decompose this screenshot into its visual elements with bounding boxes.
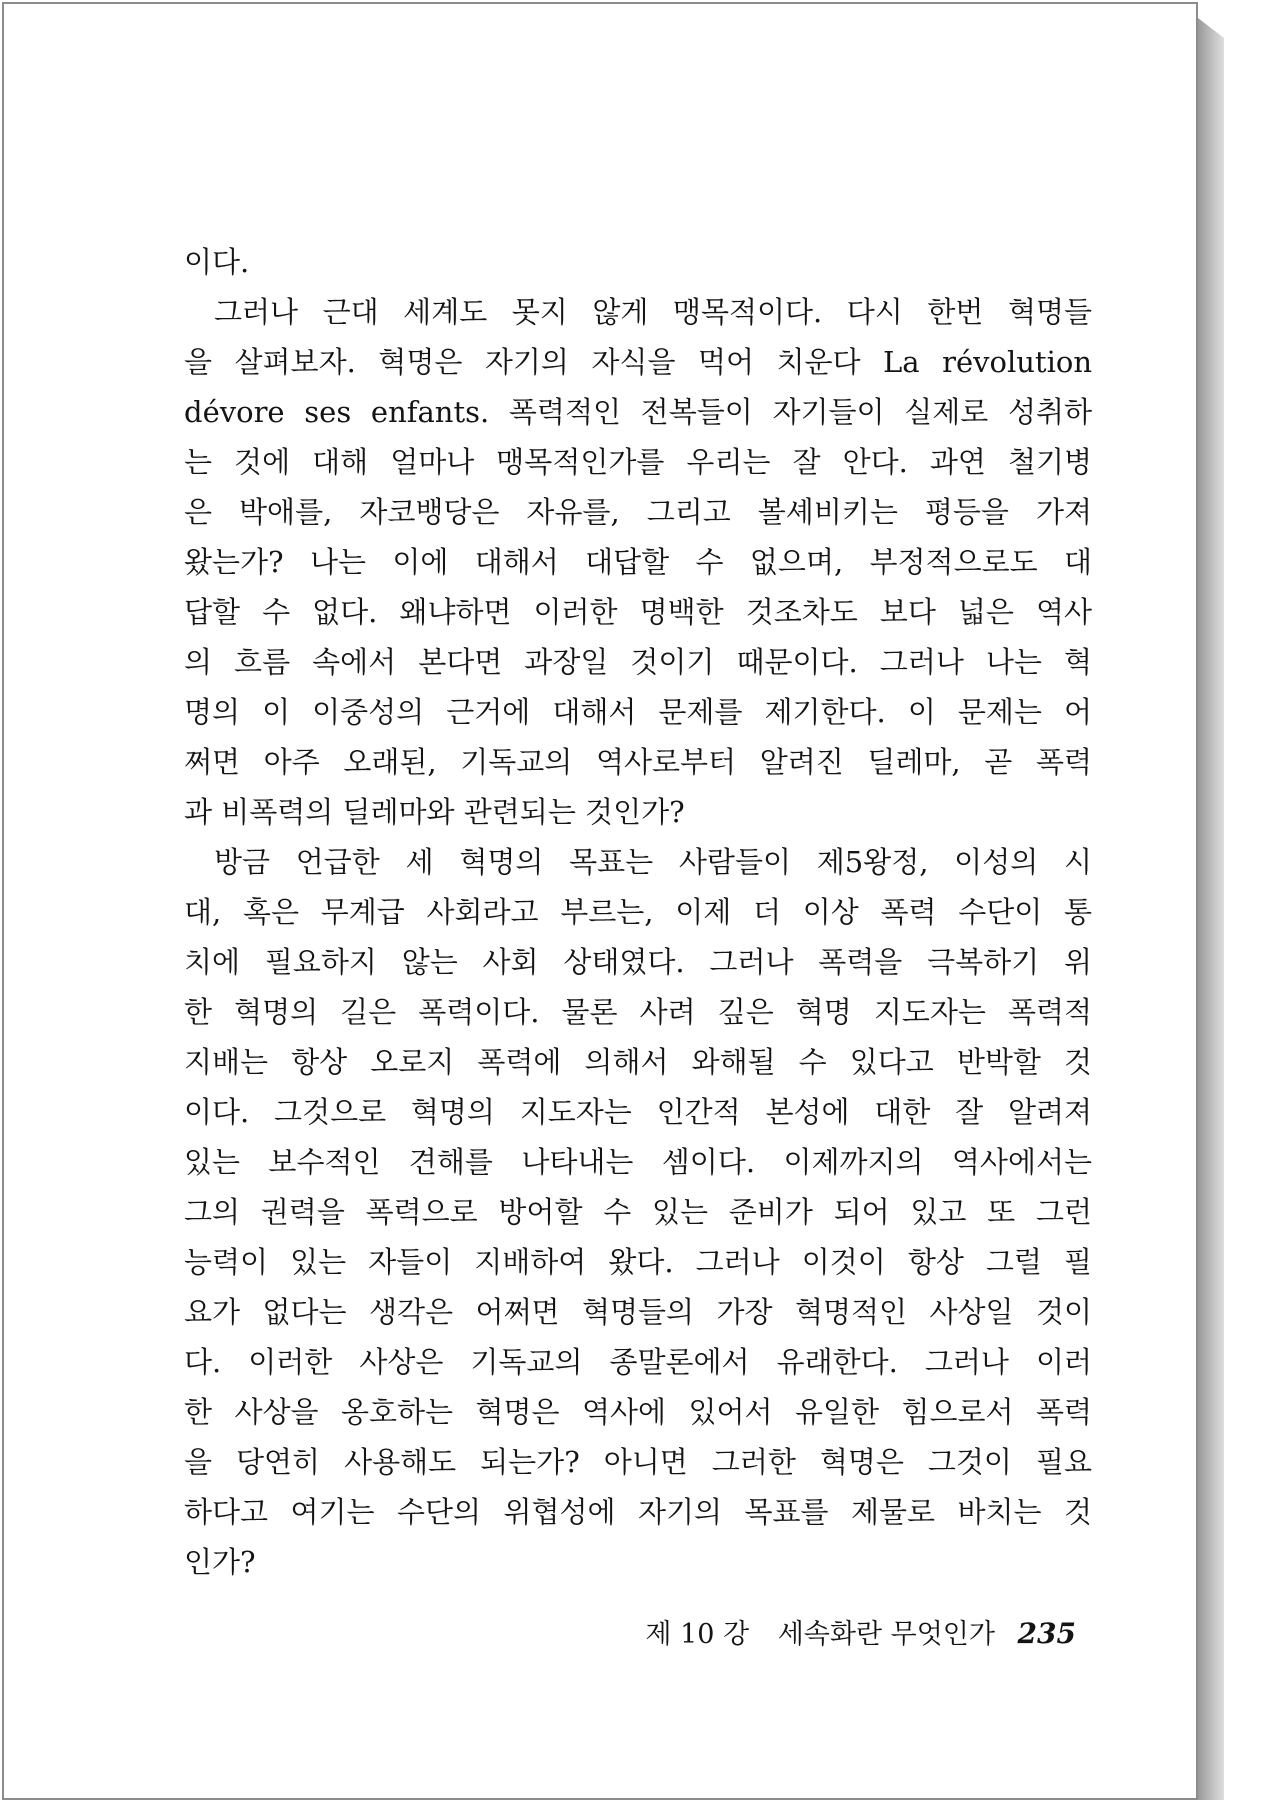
text-line: 한 사상을 옹호하는 혁명은 역사에 있어서 유일한 힘으로서 폭력 [184,1395,1092,1429]
text-line: 이다. [184,245,250,279]
running-footer [644,1612,1076,1651]
text-line: 을 당연히 사용해도 되는가? 아니면 그러한 혁명은 그것이 필요 [184,1445,1092,1479]
text-line: 대, 혹은 무계급 사회라고 부르는, 이제 더 이상 폭력 수단이 통 [184,895,1092,929]
text-line: 인가? [184,1545,256,1579]
book-page [2,2,1198,1800]
text-line: 는 것에 대해 얼마나 맹목적인가를 우리는 잘 안다. 과연 철기병 [184,445,1092,479]
text-line: dévore ses enfants. 폭력적인 전복들이 자기들이 실제로 성취하 [184,395,1092,429]
text-line: 쩌면 아주 오래된, 기독교의 역사로부터 알려진 딜레마, 곧 폭력 [184,745,1092,779]
text-line: 그러나 근대 세계도 못지 않게 맹목적이다. 다시 한번 혁명들 [214,295,1092,329]
text-line: 을 살펴보자. 혁명은 자기의 자식을 먹어 치운다 La révolution [184,345,1092,379]
text-line: 하다고 여기는 수단의 위협성에 자기의 목표를 제물로 바치는 것 [184,1495,1092,1529]
page-edge-shadow [1198,18,1224,1800]
page-number: 235 [1017,1617,1076,1650]
text-line: 은 박애를, 자코뱅당은 자유를, 그리고 볼셰비키는 평등을 가져 [184,495,1092,529]
text-line: 다. 이러한 사상은 기독교의 종말론에서 유래한다. 그러나 이러 [184,1345,1092,1379]
text-line: 의 흐름 속에서 본다면 과장일 것이기 때문이다. 그러나 나는 혁 [184,645,1092,679]
chapter-title: 세속화란 무엇인가 [777,1619,995,1650]
text-line: 답할 수 없다. 왜냐하면 이러한 명백한 것조차도 보다 넓은 역사 [184,595,1092,629]
text-line: 과 비폭력의 딜레마와 관련되는 것인가? [184,795,685,829]
text-line: 명의 이 이중성의 근거에 대해서 문제를 제기한다. 이 문제는 어 [184,695,1092,729]
text-line: 이다. 그것으로 혁명의 지도자는 인간적 본성에 대한 잘 알려져 [184,1095,1092,1129]
text-line: 능력이 있는 자들이 지배하여 왔다. 그러나 이것이 항상 그럴 필 [184,1245,1092,1279]
text-line: 있는 보수적인 견해를 나타내는 셈이다. 이제까지의 역사에서는 [184,1145,1092,1179]
text-line: 방금 언급한 세 혁명의 목표는 사람들이 제5왕정, 이성의 시 [214,845,1092,879]
text-line: 그의 권력을 폭력으로 방어할 수 있는 준비가 되어 있고 또 그런 [184,1195,1092,1229]
text-line: 치에 필요하지 않는 사회 상태였다. 그러나 폭력을 극복하기 위 [184,945,1092,979]
text-line: 왔는가? 나는 이에 대해서 대답할 수 없으며, 부정적으로도 대 [184,545,1092,579]
text-line: 지배는 항상 오로지 폭력에 의해서 와해될 수 있다고 반박할 것 [184,1045,1092,1079]
text-line: 한 혁명의 길은 폭력이다. 물론 사려 깊은 혁명 지도자는 폭력적 [184,995,1092,1029]
body-text [184,237,1092,1587]
text-line: 요가 없다는 생각은 어쩌면 혁명들의 가장 혁명적인 사상일 것이 [184,1295,1092,1329]
chapter-label: 제 10 강 [645,1619,750,1650]
